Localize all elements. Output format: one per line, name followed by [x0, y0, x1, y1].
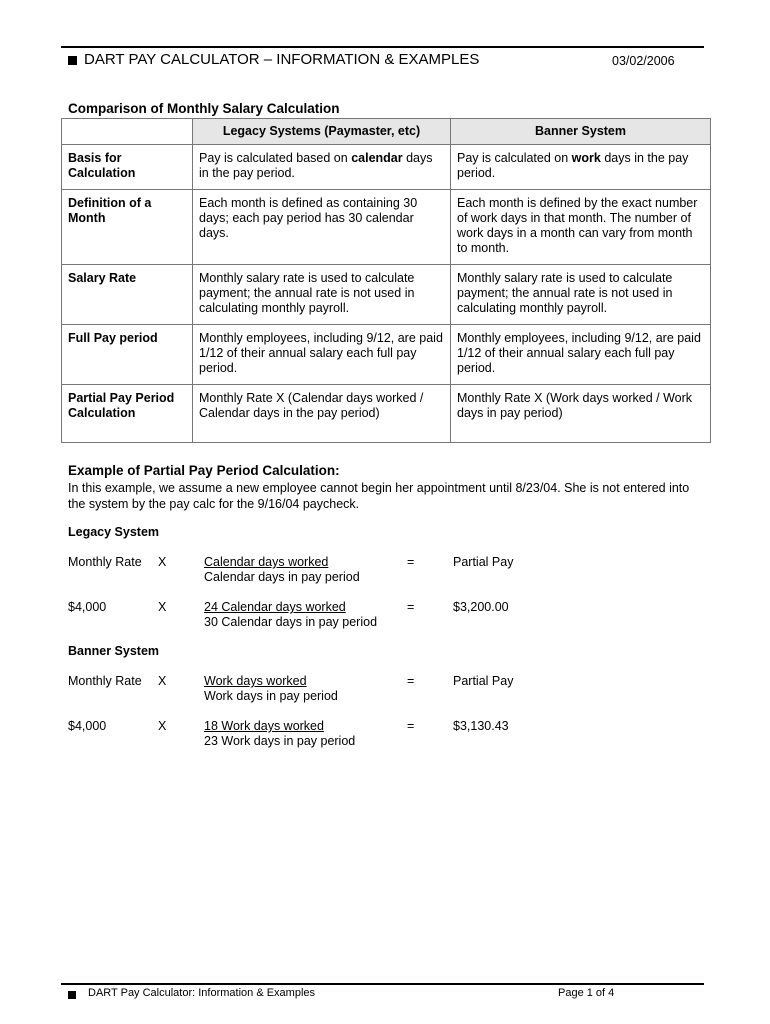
footer-rule: [61, 983, 704, 985]
banner-values-row: [0, 719, 770, 751]
banner-system-heading: Banner System: [68, 644, 160, 658]
example-heading: Example of Partial Pay Period Calculation:: [68, 463, 340, 478]
formula-denominator: Calendar days in pay period: [204, 570, 360, 584]
legacy-cell: Monthly employees, including 9/12, are paid 1/12 of their annual salary each full pay period.: [193, 325, 451, 385]
table-row: [62, 145, 711, 190]
formula-denominator: Work days in pay period: [204, 689, 338, 703]
banner-cell: Monthly employees, including 9/12, are paid 1/12 of their annual salary each full pay period.: [451, 325, 711, 385]
legacy-formula-row: [0, 555, 770, 587]
banner-formula-row: [0, 674, 770, 706]
formula-term: Monthly Rate: [68, 555, 142, 569]
formula-numerator: Work days worked: [204, 674, 307, 688]
comparison-heading: Comparison of Monthly Salary Calculation: [68, 101, 340, 116]
value-operator: X: [158, 719, 167, 733]
value-result: $3,130.43: [453, 719, 509, 733]
value-term: $4,000: [68, 600, 107, 614]
table-row: [62, 265, 711, 325]
formula-result: Partial Pay: [453, 555, 514, 569]
table-row: [62, 190, 711, 265]
document-date: 03/02/2006: [612, 54, 675, 68]
legacy-cell: Each month is defined as containing 30 days; each pay period has 30 calendar days.: [193, 190, 451, 265]
formula-numerator: Calendar days worked: [204, 555, 329, 569]
value-numerator: 18 Work days worked: [204, 719, 324, 733]
row-label: Basis for Calculation: [62, 145, 193, 190]
value-term: $4,000: [68, 719, 107, 733]
square-bullet-icon: [68, 56, 77, 65]
comparison-table: [61, 118, 711, 443]
table-header-row: [62, 119, 711, 145]
table-row: [62, 325, 711, 385]
value-denominator: 30 Calendar days in pay period: [204, 615, 378, 629]
example-intro: In this example, we assume a new employee cannot begin her appointment until 8/23/04. She is not entered into the system by the pay calc for the 9/16/04 paycheck.: [68, 481, 690, 511]
row-label: Full Pay period: [62, 325, 193, 385]
value-operator: X: [158, 600, 167, 614]
row-label: Partial Pay Period Calculation: [62, 385, 193, 443]
square-bullet-icon: [68, 991, 76, 999]
footer-title: DART Pay Calculator: Information & Examples: [88, 987, 316, 999]
row-label: Salary Rate: [62, 265, 193, 325]
banner-cell: Monthly salary rate is used to calculate payment; the annual rate is not used in calculating monthly payroll.: [451, 265, 711, 325]
legacy-system-heading: Legacy System: [68, 525, 160, 539]
table-header-banner: Banner System: [451, 119, 711, 145]
legacy-cell: Monthly salary rate is used to calculate payment; the annual rate is not used in calculating monthly payroll.: [193, 265, 451, 325]
page-number: Page 1 of 4: [558, 987, 615, 999]
value-denominator: 23 Work days in pay period: [204, 734, 356, 748]
formula-term: Monthly Rate: [68, 674, 142, 688]
banner-cell: Monthly Rate X (Work days worked / Work days in pay period): [451, 385, 711, 443]
formula-equals: =: [407, 674, 415, 688]
table-row: [62, 385, 711, 443]
formula-operator: X: [158, 555, 167, 569]
value-numerator: 24 Calendar days worked: [204, 600, 346, 614]
value-equals: =: [407, 600, 415, 614]
table-header-legacy: Legacy Systems (Paymaster, etc): [193, 119, 451, 145]
legacy-cell: Monthly Rate X (Calendar days worked / Calendar days in the pay period): [193, 385, 451, 443]
formula-equals: =: [407, 555, 415, 569]
value-result: $3,200.00: [453, 600, 509, 614]
legacy-cell: Pay is calculated based on calendar days in the pay period.: [193, 145, 451, 190]
page-title: DART PAY CALCULATOR – INFORMATION & EXAMPLES: [84, 51, 480, 68]
value-equals: =: [407, 719, 415, 733]
banner-cell: Pay is calculated on work days in the pay period.: [451, 145, 711, 190]
formula-result: Partial Pay: [453, 674, 514, 688]
formula-operator: X: [158, 674, 167, 688]
banner-cell: Each month is defined by the exact number of work days in that month. The number of work days in a month can vary from month to month.: [451, 190, 711, 265]
header-rule: [61, 46, 704, 48]
table-header-empty: [62, 119, 193, 145]
legacy-values-row: [0, 600, 770, 632]
row-label: Definition of a Month: [62, 190, 193, 265]
